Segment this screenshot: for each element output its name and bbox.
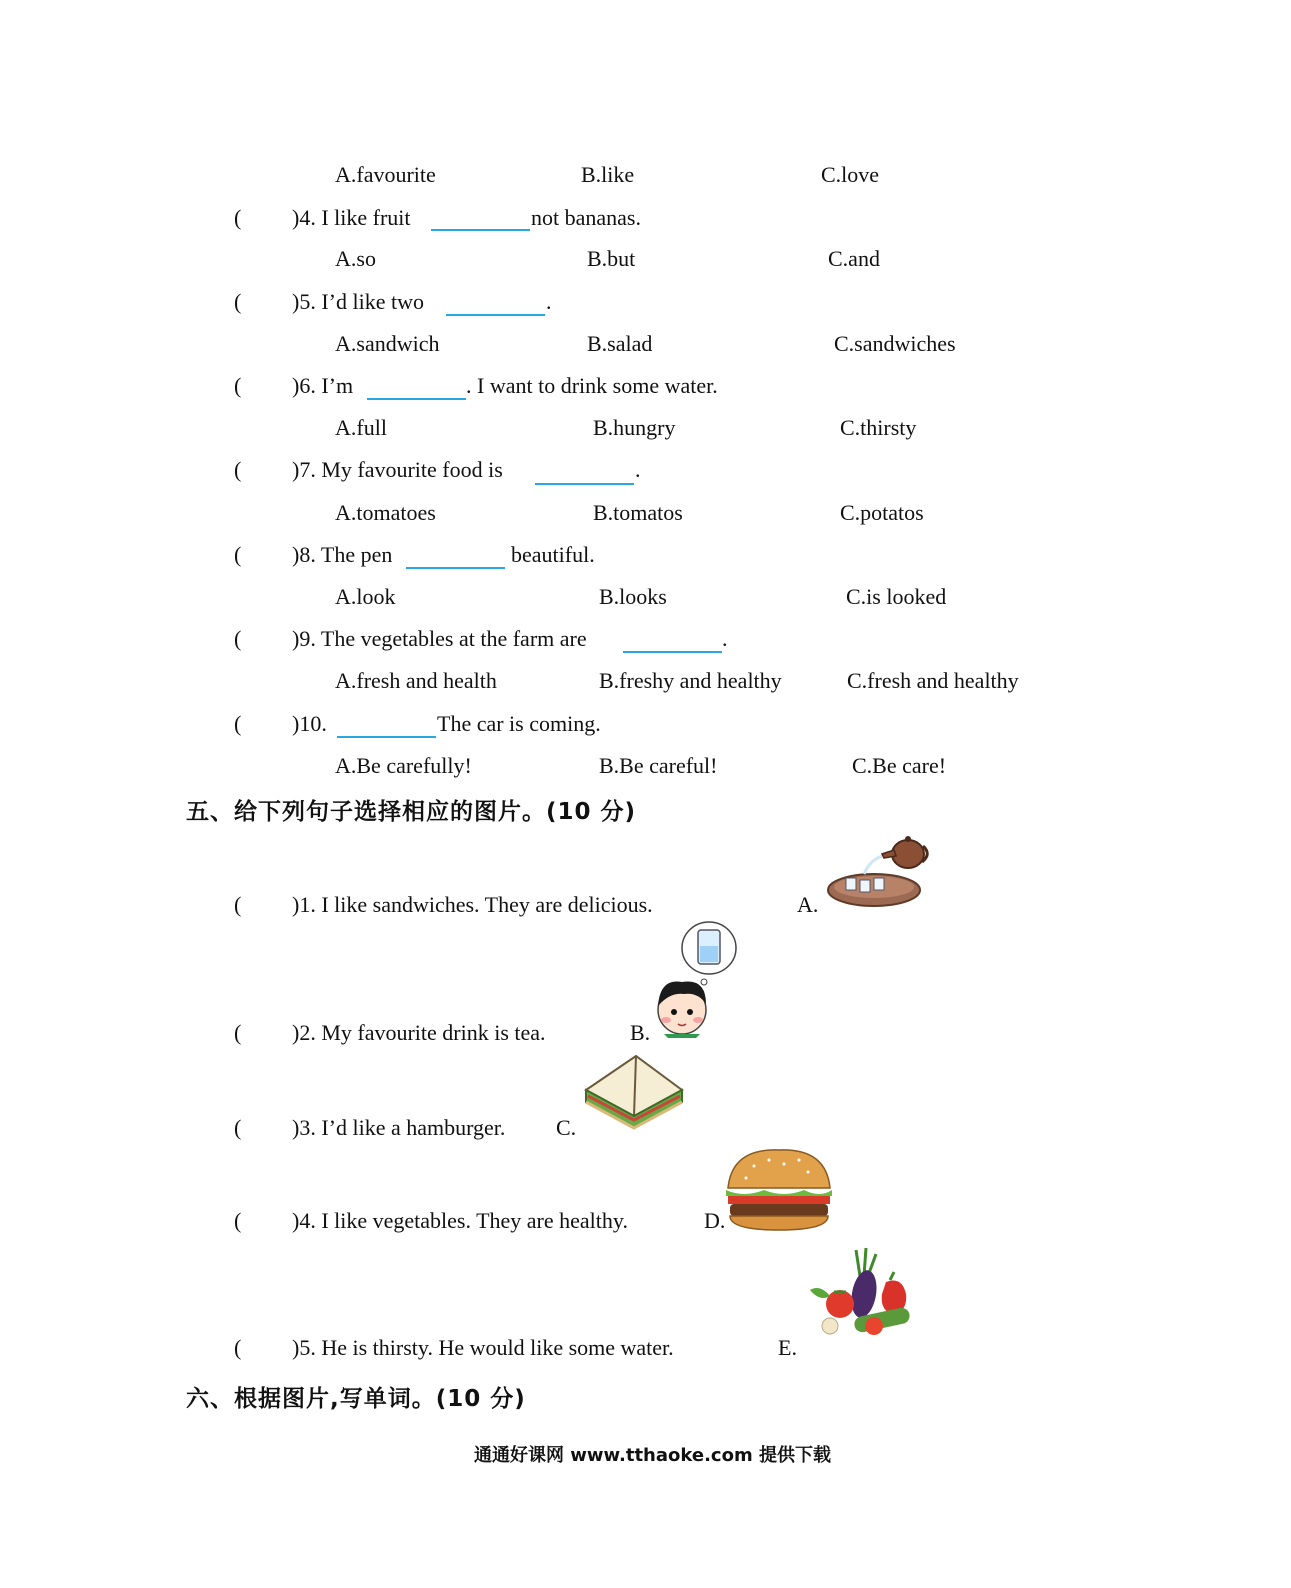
q4-option-a: A.so [335, 246, 376, 271]
match-3-paren: ( [234, 1115, 242, 1140]
q3-option-a: A.favourite [335, 162, 436, 187]
q5-blank[interactable] [446, 314, 545, 316]
q4-option-c: C.and [828, 246, 880, 271]
q5-paren: ( [234, 289, 242, 314]
match-letter-b: B. [630, 1020, 651, 1045]
q10-option-b: B.Be careful! [599, 753, 718, 778]
q4-option-b: B.but [587, 246, 636, 271]
match-letter-d: D. [704, 1208, 726, 1233]
match-letter-e: E. [778, 1335, 797, 1360]
footer-text: 通通好课网 www.tthaoke.com 提供下载 [474, 1445, 831, 1466]
q8-option-a: A.look [335, 584, 396, 609]
match-5-text: )5. He is thirsty. He would like some water. [292, 1335, 674, 1360]
q10-paren: ( [234, 711, 242, 736]
q3-option-b: B.like [581, 162, 635, 187]
q8-text: )8. The pen [292, 542, 393, 567]
q9-option-b: B.freshy and healthy [599, 668, 782, 693]
q10-text: )10. [292, 711, 327, 736]
q7-text-after: . [635, 457, 641, 482]
match-letter-c: C. [556, 1115, 577, 1140]
q7-option-a: A.tomatoes [335, 500, 436, 525]
q6-paren: ( [234, 373, 242, 398]
q7-blank[interactable] [535, 483, 634, 485]
vegetables-icon [806, 1246, 914, 1340]
q3-option-c: C.love [821, 162, 880, 187]
q6-option-b: B.hungry [593, 415, 676, 440]
q10-option-c: C.Be care! [852, 753, 947, 778]
q8-text-after: beautiful. [511, 542, 595, 567]
q6-blank[interactable] [367, 398, 466, 400]
q6-text-after: . I want to drink some water. [466, 373, 718, 398]
q9-text-after: . [722, 626, 728, 651]
q10-text-after: The car is coming. [437, 711, 601, 736]
q4-blank[interactable] [431, 229, 530, 231]
section-5-heading: 五、给下列句子选择相应的图片。(10 分) [186, 799, 637, 825]
q9-option-c: C.fresh and healthy [847, 668, 1019, 693]
q8-paren: ( [234, 542, 242, 567]
match-3-text: )3. I’d like a hamburger. [292, 1115, 506, 1140]
q9-paren: ( [234, 626, 242, 651]
q10-option-a: A.Be carefully! [335, 753, 472, 778]
q5-option-b: B.salad [587, 331, 653, 356]
section-6-heading: 六、根据图片,写单词。(10 分) [186, 1386, 526, 1412]
q7-option-b: B.tomatos [593, 500, 683, 525]
q5-text: )5. I’d like two [292, 289, 424, 314]
match-1-paren: ( [234, 892, 242, 917]
q6-option-c: C.thirsty [840, 415, 917, 440]
q7-paren: ( [234, 457, 242, 482]
hamburger-icon [724, 1146, 834, 1232]
match-4-paren: ( [234, 1208, 242, 1233]
match-1-text: )1. I like sandwiches. They are delicious. [292, 892, 653, 917]
q5-option-a: A.sandwich [335, 331, 440, 356]
q8-option-c: C.is looked [846, 584, 947, 609]
q4-paren: ( [234, 205, 242, 230]
q6-option-a: A.full [335, 415, 387, 440]
match-2-text: )2. My favourite drink is tea. [292, 1020, 546, 1045]
q7-option-c: C.potatos [840, 500, 924, 525]
sandwich-icon [582, 1052, 686, 1132]
q4-text: )4. I like fruit [292, 205, 411, 230]
q7-text: )7. My favourite food is [292, 457, 503, 482]
q9-blank[interactable] [623, 651, 722, 653]
q10-blank[interactable] [337, 736, 436, 738]
q8-option-b: B.looks [599, 584, 667, 609]
q5-option-c: C.sandwiches [834, 331, 956, 356]
q6-text: )6. I’m [292, 373, 354, 398]
q4-text-after: not bananas. [531, 205, 641, 230]
match-5-paren: ( [234, 1335, 242, 1360]
q9-option-a: A.fresh and health [335, 668, 497, 693]
q8-blank[interactable] [406, 567, 505, 569]
thirsty-boy-icon [652, 920, 740, 1038]
q5-text-after: . [546, 289, 552, 314]
match-letter-a: A. [797, 892, 819, 917]
match-2-paren: ( [234, 1020, 242, 1045]
match-4-text: )4. I like vegetables. They are healthy. [292, 1208, 628, 1233]
q9-text: )9. The vegetables at the farm are [292, 626, 587, 651]
teapot-icon [824, 830, 934, 910]
